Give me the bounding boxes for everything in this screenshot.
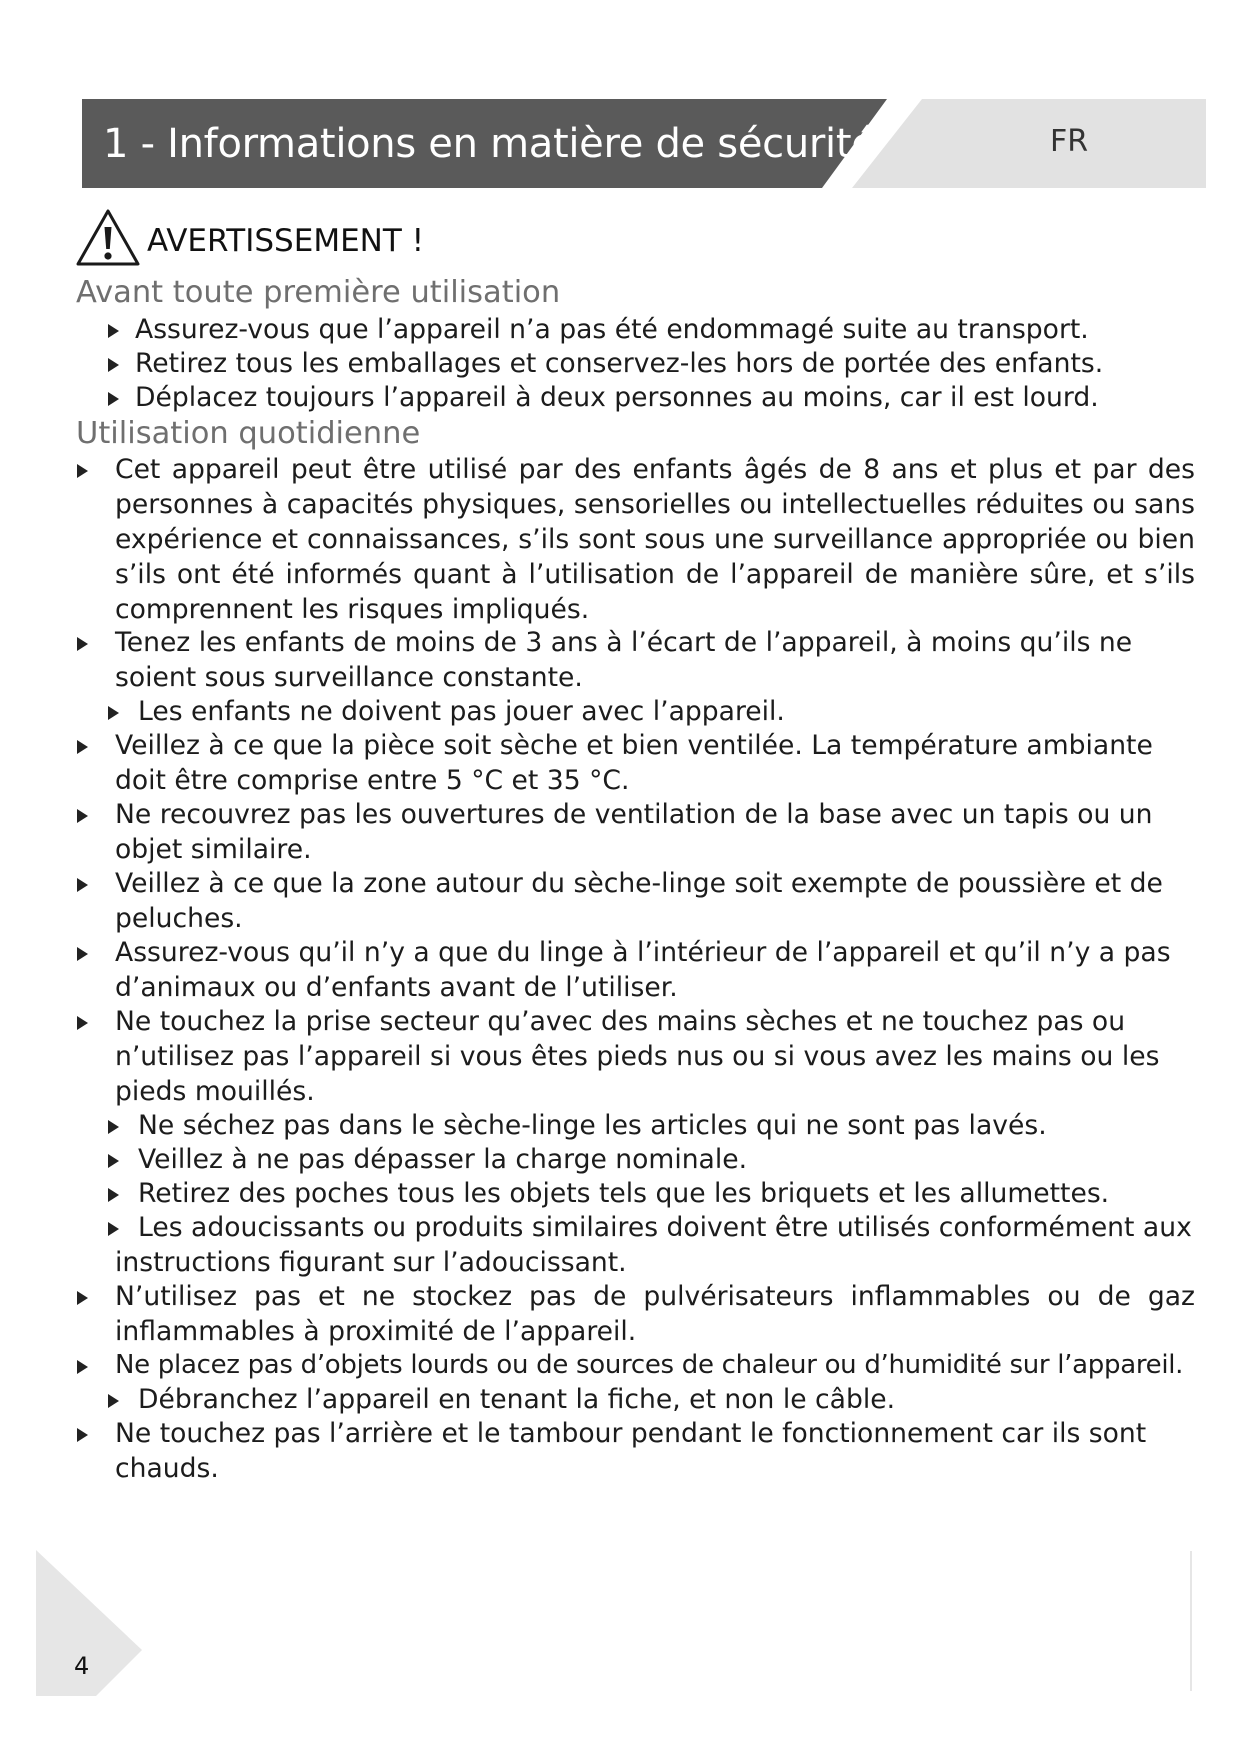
bullet-arrow-icon bbox=[77, 464, 88, 478]
language-tab-shape bbox=[852, 99, 1206, 188]
bullet-arrow-icon bbox=[77, 1428, 88, 1442]
list-item: Les adoucissants ou produits similaires doivent être utilisés conformément aux instructions figurant sur l’adoucissant. bbox=[115, 1210, 1195, 1280]
bullet-arrow-icon bbox=[108, 358, 119, 372]
page-number: 4 bbox=[74, 1652, 90, 1680]
bullet-arrow-icon bbox=[108, 392, 119, 406]
list-item: Les enfants ne doivent pas jouer avec l’appareil. bbox=[115, 694, 1195, 729]
page-title: 1 - Informations en matière de sécurité bbox=[103, 121, 876, 167]
bullet-arrow-icon bbox=[108, 706, 119, 720]
bullet-arrow-icon bbox=[108, 1222, 119, 1236]
bullet-arrow-icon bbox=[108, 324, 119, 338]
bullet-arrow-icon bbox=[77, 878, 88, 892]
bullet-arrow-icon bbox=[108, 1188, 119, 1202]
list-item: Ne séchez pas dans le sèche-linge les articles qui ne sont pas lavés. bbox=[115, 1108, 1195, 1143]
list-item: Cet appareil peut être utilisé par des enfants âgés de 8 ans et plus et par des personnes à capacités physiques, sensorielles ou intellectuelles réduites ou sans expérience et connaissances, s’ils sont sous une surveillance appropriée ou bien s’ils ont été informés quant à l’utilisation de l’appareil de manière sûre, et s’ils comprennent les risques impliqués. bbox=[115, 452, 1195, 627]
list-item: N’utilisez pas et ne stockez pas de pulvérisateurs inflammables ou de gaz inflammables à proximité de l’appareil. bbox=[115, 1279, 1195, 1349]
bullet-arrow-icon bbox=[77, 947, 88, 961]
bullet-arrow-icon bbox=[77, 1360, 88, 1374]
list-item: Ne recouvrez pas les ouvertures de ventilation de la base avec un tapis ou un objet similaire. bbox=[115, 797, 1195, 867]
section-title-first-use: Avant toute première utilisation bbox=[76, 275, 561, 310]
list-item: Veillez à ne pas dépasser la charge nominale. bbox=[115, 1142, 1195, 1177]
bullet-arrow-icon bbox=[77, 809, 88, 823]
bullet-arrow-icon bbox=[77, 1016, 88, 1030]
list-item: Tenez les enfants de moins de 3 ans à l’écart de l’appareil, à moins qu’ils ne soient sous surveillance constante. bbox=[115, 625, 1195, 695]
bullet-arrow-icon bbox=[77, 637, 88, 651]
bullet-arrow-icon bbox=[77, 740, 88, 754]
list-item: Veillez à ce que la zone autour du sèche-linge soit exempte de poussière et de peluches. bbox=[115, 866, 1195, 936]
list-item: Déplacez toujours l’appareil à deux personnes au moins, car il est lourd. bbox=[135, 380, 1195, 415]
page-edge-divider bbox=[1190, 1551, 1192, 1691]
bullet-arrow-icon bbox=[77, 1291, 88, 1305]
list-item: Assurez-vous que l’appareil n’a pas été endommagé suite au transport. bbox=[135, 312, 1195, 347]
section-title-daily-use: Utilisation quotidienne bbox=[76, 416, 421, 451]
warning-title: AVERTISSEMENT ! bbox=[147, 223, 425, 259]
list-item: Retirez des poches tous les objets tels que les briquets et les allumettes. bbox=[115, 1176, 1195, 1211]
bullet-arrow-icon bbox=[108, 1154, 119, 1168]
language-tab bbox=[852, 99, 1206, 188]
list-item: Ne touchez pas l’arrière et le tambour pendant le fonctionnement car ils sont chauds. bbox=[115, 1416, 1195, 1486]
list-item: Débranchez l’appareil en tenant la fiche, et non le câble. bbox=[115, 1382, 1195, 1417]
list-item: Assurez-vous qu’il n’y a que du linge à l’intérieur de l’appareil et qu’il n’y a pas d’animaux ou d’enfants avant de l’utiliser. bbox=[115, 935, 1195, 1005]
warning-triangle-icon bbox=[74, 207, 142, 269]
list-item: Ne touchez la prise secteur qu’avec des mains sèches et ne touchez pas ou n’utilisez pas l’appareil si vous êtes pieds nus ou si vous avez les mains ou les pieds mouillés. bbox=[115, 1004, 1195, 1109]
bullet-arrow-icon bbox=[108, 1394, 119, 1408]
list-item: Veillez à ce que la pièce soit sèche et bien ventilée. La température ambiante doit être comprise entre 5 °C et 35 °C. bbox=[115, 728, 1195, 798]
list-item: Retirez tous les emballages et conservez-les hors de portée des enfants. bbox=[135, 346, 1195, 381]
language-label: FR bbox=[1050, 124, 1089, 159]
bullet-arrow-icon bbox=[108, 1120, 119, 1134]
list-item: Ne placez pas d’objets lourds ou de sources de chaleur ou d’humidité sur l’appareil. bbox=[115, 1348, 1195, 1383]
